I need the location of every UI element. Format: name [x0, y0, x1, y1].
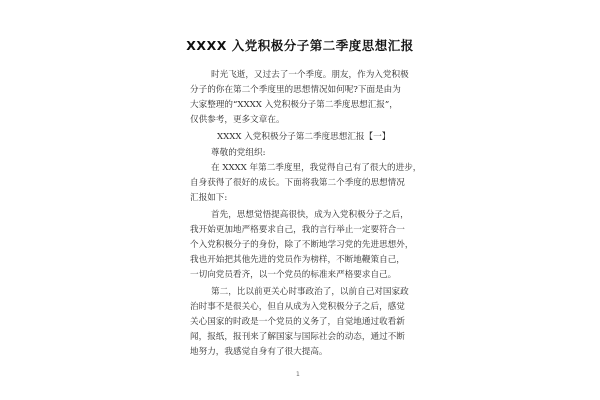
paragraph-line: 我也开始把其他先进的党员作为榜样，不断地鞭策自己，	[190, 255, 405, 265]
paragraph-line: 闻，报纸，报刊来了解国家与国际社会的动态，通过不断	[190, 332, 405, 342]
paragraph-line: 一切向党员看齐，以一个党员的标准来严格要求自己。	[190, 270, 397, 280]
page-number: 1	[296, 371, 300, 378]
paragraph-line: 汇报如下:	[190, 193, 228, 203]
paragraph-line: 治时事不是很关心，但自从成为入党积极分子之后，感觉	[190, 302, 405, 312]
intro-line: 时光飞逝，又过去了一个季度。朋友，作为入党积极	[211, 70, 409, 80]
intro-line: 分子的你在第二个季度里的思想情况如何呢?下面是由为	[190, 85, 401, 95]
document-title: XXXX 入党积极分子第二季度思想汇报	[186, 38, 414, 53]
paragraph-line: 地努力，我感觉自身有了很大提高。	[190, 347, 328, 357]
paragraph-line: 个入党积极分子的身份，除了不断地学习党的先进思想外，	[190, 240, 414, 250]
salutation: 尊敬的党组织:	[211, 148, 266, 158]
paragraph-line: 自身获得了很好的成长。下面将我第二个季度的思想情况	[190, 178, 405, 188]
paragraph-line: 首先，思想觉悟提高很快，成为入党积极分子之后，	[211, 210, 409, 220]
intro-line: 大家整理的“XXXX 入党积极分子第二季度思想汇报”，	[190, 100, 398, 110]
paragraph-line: 关心国家的时政是一个党员的义务了，自觉地通过收看新	[190, 317, 405, 327]
section-heading: XXXX 入党积极分子第二季度思想汇报【一】	[217, 132, 391, 142]
paragraph-line: 在 XXXX 年第二季度里，我觉得自己有了很大的进步，	[211, 163, 422, 173]
intro-line: 仅供参考，更多文章在。	[190, 115, 285, 125]
paragraph-line: 我开始更加地严格要求自己，我的言行举止一定要符合一	[190, 225, 405, 235]
paragraph-line: 第二，比以前更关心时事政治了，以前自己对国家政	[211, 287, 409, 297]
